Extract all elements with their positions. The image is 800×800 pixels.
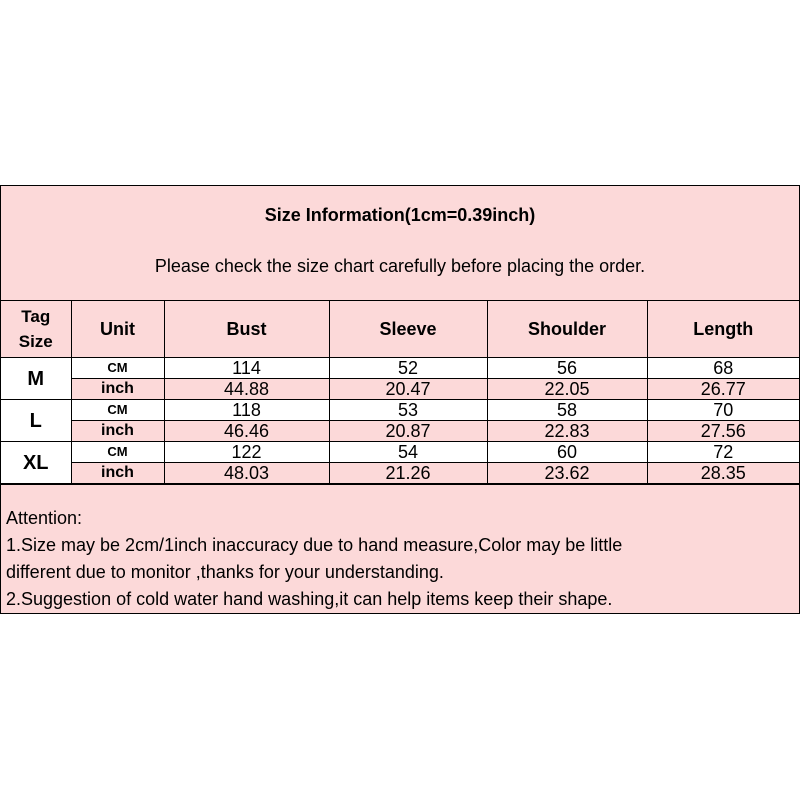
header-size-line: Size	[18, 332, 53, 351]
unit-cell: inch	[71, 463, 164, 484]
sleeve-cell: 54	[329, 442, 487, 463]
note-1-line-2: different due to monitor ,thanks for your understanding.	[6, 562, 444, 582]
attention-heading: Attention:	[6, 508, 83, 528]
size-label: XL	[1, 442, 71, 484]
bust-cell: 48.03	[164, 463, 329, 484]
bust-cell: 46.46	[164, 421, 329, 442]
sleeve-cell: 20.87	[329, 421, 487, 442]
chart-header	[1, 186, 799, 301]
length-cell: 28.35	[647, 463, 799, 484]
unit-cell: CM	[71, 358, 164, 379]
header-sleeve: Sleeve	[329, 301, 487, 358]
shoulder-cell: 56	[487, 358, 647, 379]
header-tag-line: Tag	[21, 307, 51, 326]
length-cell: 70	[647, 400, 799, 421]
size-table	[1, 301, 799, 484]
unit-cell: inch	[71, 379, 164, 400]
header-bust: Bust	[164, 301, 329, 358]
shoulder-cell: 23.62	[487, 463, 647, 484]
table-row	[1, 463, 799, 484]
shoulder-cell: 58	[487, 400, 647, 421]
unit-cell: CM	[71, 442, 164, 463]
unit-cell: inch	[71, 421, 164, 442]
length-cell: 26.77	[647, 379, 799, 400]
sleeve-cell: 20.47	[329, 379, 487, 400]
table-header-row	[1, 301, 799, 358]
size-label: L	[1, 400, 71, 442]
chart-subtitle: Please check the size chart carefully before placing the order.	[154, 256, 646, 276]
chart-title: Size Information(1cm=0.39inch)	[264, 205, 536, 225]
shoulder-cell: 60	[487, 442, 647, 463]
header-shoulder: Shoulder	[487, 301, 647, 358]
unit-cell: CM	[71, 400, 164, 421]
sleeve-cell: 21.26	[329, 463, 487, 484]
note-2: 2.Suggestion of cold water hand washing,it can help items keep their shape.	[6, 589, 613, 609]
shoulder-cell: 22.83	[487, 421, 647, 442]
shoulder-cell: 22.05	[487, 379, 647, 400]
table-row	[1, 379, 799, 400]
bust-cell: 114	[164, 358, 329, 379]
bust-cell: 44.88	[164, 379, 329, 400]
length-cell: 68	[647, 358, 799, 379]
size-chart	[0, 185, 800, 614]
bust-cell: 118	[164, 400, 329, 421]
bust-cell: 122	[164, 442, 329, 463]
table-row	[1, 400, 799, 421]
table-row	[1, 442, 799, 463]
length-cell: 72	[647, 442, 799, 463]
sleeve-cell: 52	[329, 358, 487, 379]
header-length: Length	[647, 301, 799, 358]
table-row	[1, 358, 799, 379]
size-label: M	[1, 358, 71, 400]
sleeve-cell: 53	[329, 400, 487, 421]
attention-notes	[1, 484, 799, 613]
note-1-line-1: 1.Size may be 2cm/1inch inaccuracy due to hand measure,Color may be little	[6, 535, 623, 555]
header-tag-size	[1, 301, 71, 358]
table-row	[1, 421, 799, 442]
length-cell: 27.56	[647, 421, 799, 442]
header-unit: Unit	[71, 301, 164, 358]
